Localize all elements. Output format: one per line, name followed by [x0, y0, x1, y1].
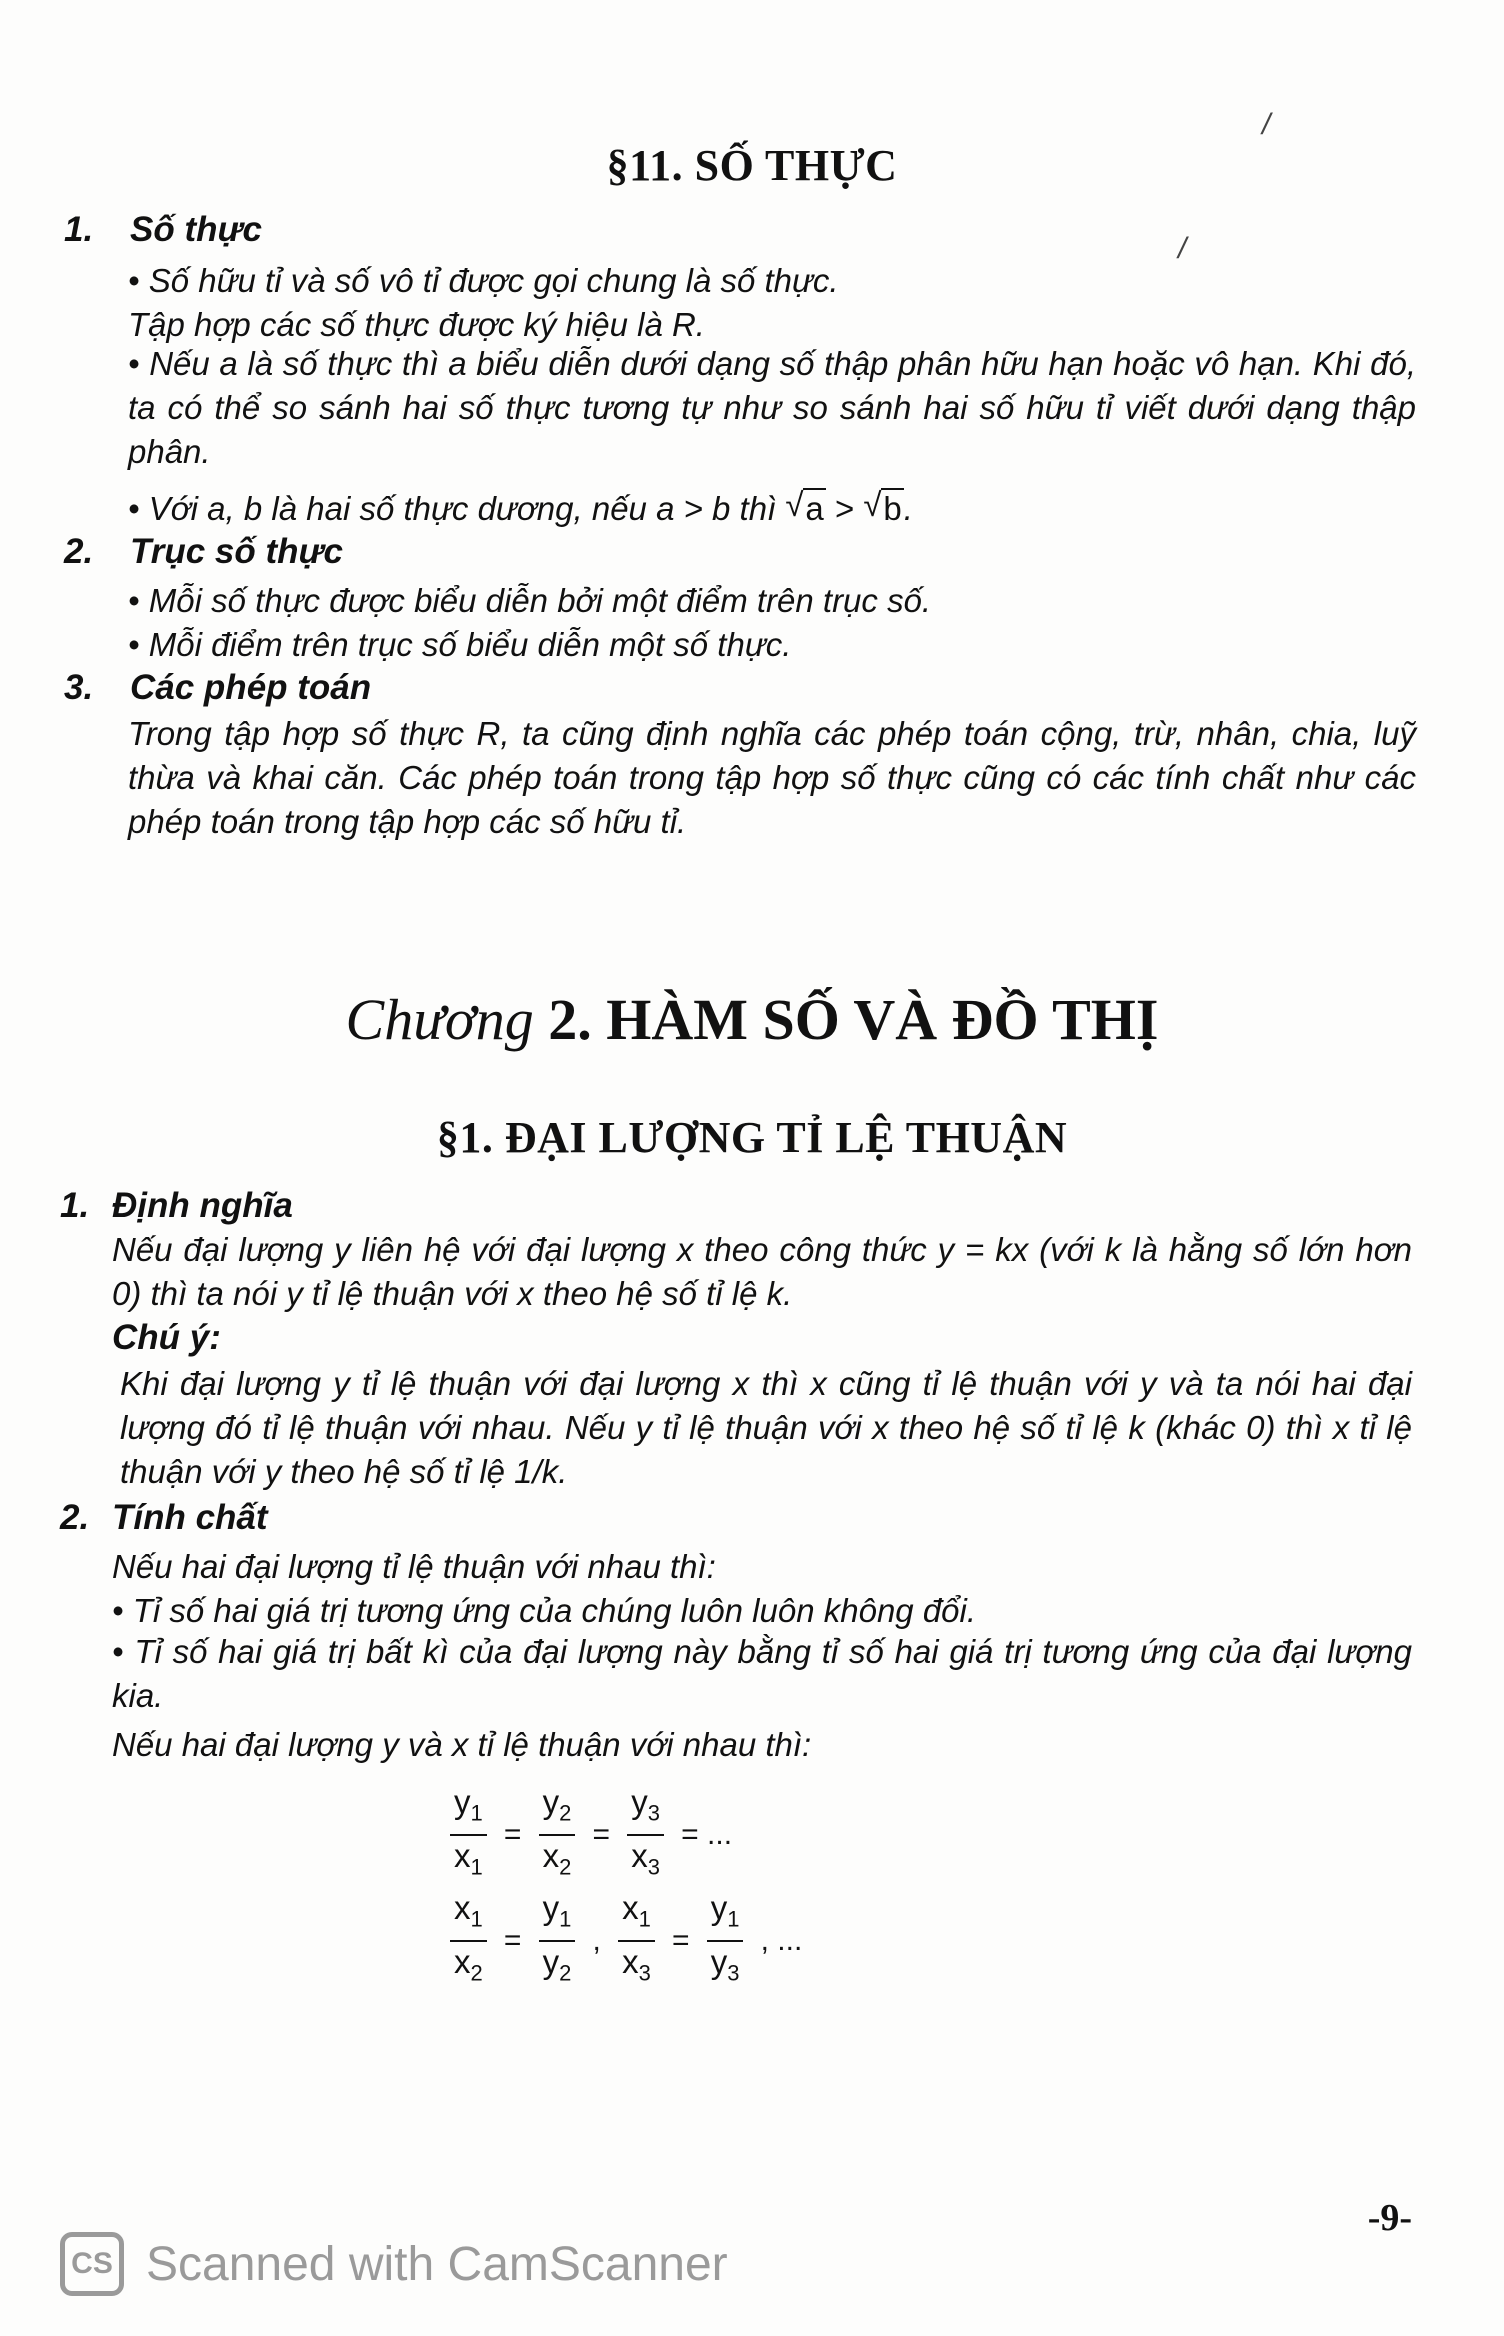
- fraction: $\frac{y_1}{x_1}$: [450, 1782, 487, 1887]
- equals-sign: =: [671, 1923, 690, 1957]
- chapter-name: 2. HÀM SỐ VÀ ĐỒ THỊ: [548, 987, 1159, 1052]
- heading-properties: [60, 1498, 268, 1538]
- scan-mark: /: [1262, 108, 1271, 141]
- heading-number: 2.: [64, 532, 94, 571]
- sqrt-a: [785, 486, 825, 528]
- sqrt-comparison-line: [128, 486, 913, 528]
- paragraph-text: • Với a, b là hai số thực dương, nếu a > b thì: [128, 490, 777, 527]
- fraction: $\frac{y_1}{y_2}$: [539, 1888, 576, 1993]
- radical-icon: √: [863, 486, 882, 523]
- heading-real-numbers: [64, 210, 262, 250]
- section-1-title: §1. ĐẠI LƯỢNG TỈ LỆ THUẬN: [436, 1113, 1068, 1162]
- heading-number: 1.: [64, 210, 94, 249]
- equals-sign: =: [503, 1817, 522, 1851]
- heading-label: Định nghĩa: [112, 1186, 293, 1225]
- camscanner-logo-icon: CS: [60, 2232, 124, 2296]
- section-11-title: §11. SỐ THỰC: [606, 141, 898, 190]
- scan-mark: /: [1178, 232, 1187, 265]
- heading-real-axis: [64, 532, 343, 572]
- paragraph-line: Nếu hai đại lượng tỉ lệ thuận với nhau thì:: [112, 1548, 716, 1585]
- sqrt-radicand: a: [805, 490, 824, 527]
- heading-number: 1.: [60, 1186, 90, 1225]
- period: .: [903, 490, 913, 527]
- paragraph: Nếu đại lượng y liên hệ với đại lượng x theo công thức y = kx (với k là hằng số lớn hơn 0) thì ta nói y tỉ lệ thuận với x theo hệ số tỉ lệ k.: [112, 1231, 1412, 1312]
- formula-tail: , ...: [760, 1923, 803, 1957]
- equals-sign: =: [503, 1923, 522, 1957]
- paragraph: Trong tập hợp số thực R, ta cũng định nghĩa các phép toán cộng, trừ, nhân, chia, luỹ thừa và khai căn. Các phép toán trong tập hợp số thực cũng có các tính chất như các phép toán trong tập hợp các số hữu tỉ.: [128, 715, 1416, 840]
- ratio-formula-2: [446, 1888, 806, 1993]
- paragraph: Khi đại lượng y tỉ lệ thuận với đại lượng x thì x cũng tỉ lệ thuận với y và ta nói hai đại lượng đó tỉ lệ thuận với nhau. Nếu y tỉ lệ thuận với x theo hệ số tỉ lệ k (khác 0) thì x tỉ lệ thuận với y theo hệ số tỉ lệ 1/k.: [120, 1365, 1412, 1490]
- fraction: $\frac{x_1}{x_3}$: [618, 1888, 655, 1993]
- sqrt-b: [863, 486, 903, 528]
- formula-tail: = ...: [681, 1817, 733, 1851]
- heading-number: 3.: [64, 668, 94, 707]
- radical-icon: √: [785, 486, 804, 523]
- fraction: $\frac{x_1}{x_2}$: [450, 1888, 487, 1993]
- paragraph-line: • Mỗi số thực được biểu diễn bởi một điểm trên trục số.: [128, 582, 932, 619]
- chapter-word: Chương: [345, 987, 534, 1052]
- fraction: $\frac{y_3}{x_3}$: [627, 1782, 664, 1887]
- paragraph-line: • Mỗi điểm trên trục số biểu diễn một số thực.: [128, 626, 792, 663]
- chapter-title: [0, 986, 1504, 1053]
- paragraph-line: Tập hợp các số thực được ký hiệu là R.: [128, 306, 705, 343]
- heading-operations: [64, 668, 371, 708]
- equals-sign: =: [592, 1817, 611, 1851]
- comma: ,: [592, 1923, 601, 1957]
- fraction: $\frac{y_2}{x_2}$: [539, 1782, 576, 1887]
- fraction: $\frac{y_1}{y_3}$: [707, 1888, 744, 1993]
- heading-label: Trục số thực: [130, 532, 343, 571]
- watermark-text: Scanned with CamScanner: [146, 2237, 728, 2291]
- heading-label: Tính chất: [112, 1498, 268, 1537]
- gt-sign: >: [834, 490, 855, 527]
- paragraph-line: Nếu hai đại lượng y và x tỉ lệ thuận với nhau thì:: [112, 1726, 812, 1763]
- paragraph-line: • Số hữu tỉ và số vô tỉ được gọi chung là số thực.: [128, 262, 839, 299]
- paragraph: • Tỉ số hai giá trị bất kì của đại lượng này bằng tỉ số hai giá trị tương ứng của đại lượng kia.: [112, 1633, 1412, 1714]
- paragraph-line: • Tỉ số hai giá trị tương ứng của chúng luôn luôn không đổi.: [112, 1592, 977, 1629]
- heading-label: Số thực: [130, 210, 262, 249]
- page-number: -9-: [1367, 2197, 1412, 2239]
- paragraph: • Nếu a là số thực thì a biểu diễn dưới dạng số thập phân hữu hạn hoặc vô hạn. Khi đó, ta có thể so sánh hai số thực tương tự như so sánh hai số hữu tỉ viết dưới dạng thập phân.: [128, 345, 1416, 470]
- sqrt-radicand: b: [883, 490, 902, 527]
- heading-definition: [60, 1186, 293, 1226]
- camscanner-watermark: [60, 2232, 728, 2296]
- heading-label: Các phép toán: [130, 668, 372, 707]
- note-label: Chú ý:: [112, 1318, 221, 1357]
- ratio-formula-1: [446, 1782, 736, 1887]
- heading-number: 2.: [60, 1498, 90, 1537]
